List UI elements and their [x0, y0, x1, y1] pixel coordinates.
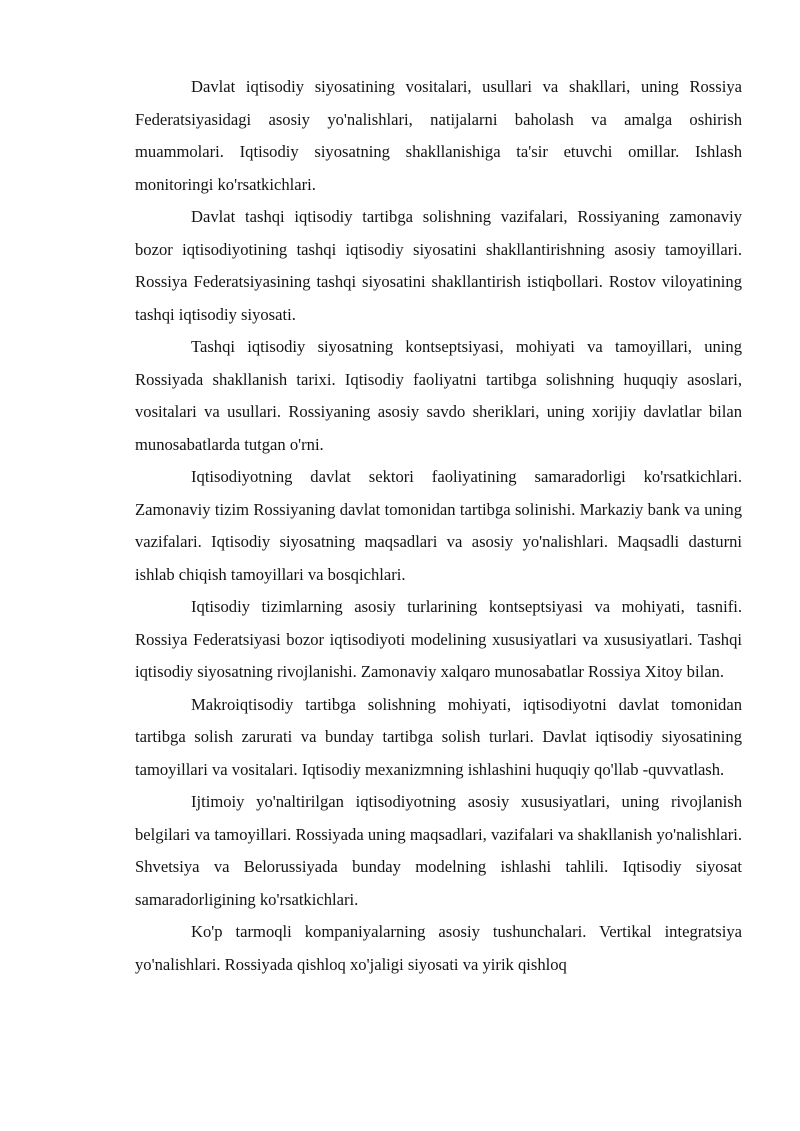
paragraph: Davlat iqtisodiy siyosatining vositalari, usullari va shakllari, uning Rossiya Federatsiyasidagi asosiy yo'nalishlari, natijalarni baholash va amalga oshirish muammolari. Iqtisodiy siyosatning shakllanishiga ta'sir etuvchi omillar. Ishlash monitoringi ko'rsatkichlari. [135, 77, 742, 194]
paragraph: Ijtimoiy yo'naltirilgan iqtisodiyotning asosiy xususiyatlari, uning rivojlanish belgilari va tamoyillari. Rossiyada uning maqsadlari, vazifalari va shakllanish yo'nalishlari. Shvetsiya va Belorussiyada bunday modelning ishlashi tahlili. Iqtisodiy siyosat samaradorligining ko'rsatkichlari. [135, 792, 742, 909]
paragraph: Makroiqtisodiy tartibga solishning mohiyati, iqtisodiyotni davlat tomonidan tartibga solish zarurati va bunday tartibga solish turlari. Davlat iqtisodiy siyosatining tamoyillari va vositalari. Iqtisodiy mexanizmning ishlashini huquqiy qo'llab -quvvatlash. [135, 694, 742, 779]
paragraph: Iqtisodiy tizimlarning asosiy turlarining kontseptsiyasi va mohiyati, tasnifi. Rossiya Federatsiyasi bozor iqtisodiyoti modelining xususiyatlari va xususiyatlari. Tashqi iqtisodiy siyosatning rivojlanishi. Zamonaviy xalqaro munosabatlar Rossiya Xitoy bilan. [135, 597, 742, 681]
paragraph: Tashqi iqtisodiy siyosatning kontseptsiyasi, mohiyati va tamoyillari, uning Rossiyada shakllanish tarixi. Iqtisodiy faoliyatni tartibga solishning huquqiy asoslari, vositalari va usullari. Rossiyaning asosiy savdo sheriklari, uning xorijiy davlatlar bilan munosabatlarda tutgan o'rni. [135, 337, 742, 454]
paragraph: Iqtisodiyotning davlat sektori faoliyatining samaradorligi ko'rsatkichlari. Zamonaviy tizim Rossiyaning davlat tomonidan tartibga solinishi. Markaziy bank va uning vazifalari. Iqtisodiy siyosatning maqsadlari va asosiy yo'nalishlari. Maqsadli dasturni ishlab chiqish tamoyillari va bosqichlari. [135, 467, 742, 584]
paragraph: Davlat tashqi iqtisodiy tartibga solishning vazifalari, Rossiyaning zamonaviy bozor iqtisodiyotining tashqi iqtisodiy siyosatini shakllantirishning asosiy tamoyillari. Rossiya Federatsiyasining tashqi siyosatini shakllantirish istiqbollari. Rostov viloyatining tashqi iqtisodiy siyosati. [135, 207, 742, 324]
paragraph: Ko'p tarmoqli kompaniyalarning asosiy tushunchalari. Vertikal integratsiya yo'nalishlari. Rossiyada qishloq xo'jaligi siyosati va yirik qishloq [135, 922, 742, 974]
document-page [135, 71, 742, 981]
